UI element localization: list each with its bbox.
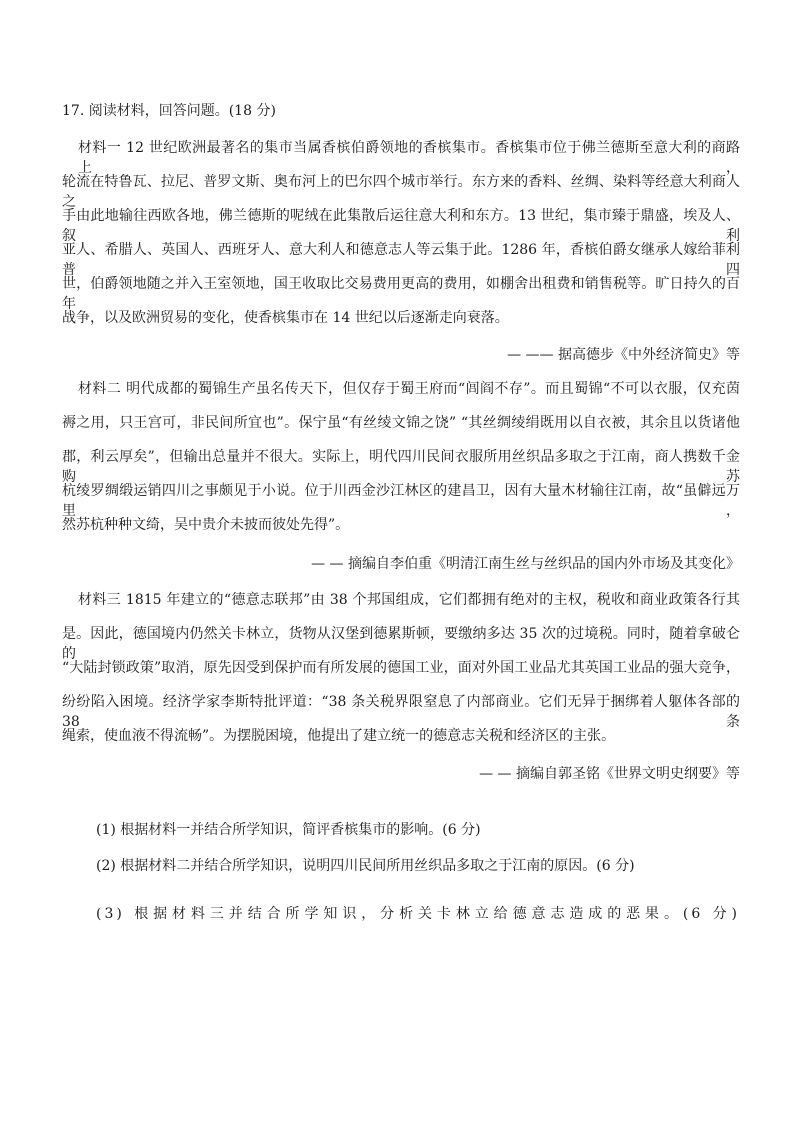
material-1-line: 战争，以及欧洲贸易的变化，使香槟集市在 14 世纪以后逐渐走向衰落。 bbox=[62, 310, 509, 326]
material-2-line: 材料二 明代成都的蜀锦生产虽名传天下，但仅存于蜀王府而“闾阎不存”。而且蜀锦“不可以衣服，仅充茵 bbox=[78, 381, 740, 397]
material-3-source: — — 摘编自郭圣铭《世界文明史纲要》等 bbox=[479, 766, 740, 782]
subquestion-3: (3) 根据材料三并结合所学知识，分析关卡林立给德意志造成的恶果。(6 分) bbox=[96, 906, 740, 922]
material-2-line: 杭绫罗绸缎运销四川之事颇见于小说。位于川西金沙江林区的建昌卫，因有大量木材输往江南，故“虽僻远万里， bbox=[62, 483, 740, 519]
material-1-line: 材料一 12 世纪欧洲最著名的集市当属香槟伯爵领地的香槟集市。香槟集市位于佛兰德斯至意大利的商路上， bbox=[78, 140, 740, 176]
material-1-line: 轮流在特鲁瓦、拉尼、普罗文斯、奥布河上的巴尔四个城市举行。东方来的香料、丝绸、染料等经意大利商人之 bbox=[62, 174, 740, 210]
material-3-line: 纷纷陷入困境。经济学家李斯特批评道：“38 条关税界限窒息了内部商业。它们无异于捆绑着人躯体各部的 38 条 bbox=[62, 694, 740, 730]
material-1-line: 亚人、希腊人、英国人、西班牙人、意大利人和德意志人等云集于此。1286 年，香槟伯爵女继承人嫁给菲利普四 bbox=[62, 242, 740, 278]
material-3-line: 材料三 1815 年建立的“德意志联邦”由 38 个邦国组成，它们都拥有绝对的主权，税收和商业政策各行其 bbox=[78, 592, 740, 608]
material-2-source: — — 摘编自李伯重《明清江南生丝与丝织品的国内外市场及其变化》 bbox=[311, 556, 740, 572]
material-3-line: 是。因此，德国境内仍然关卡林立，货物从汉堡到德累斯顿，要缴纳多达 35 次的过境税。同时，随着拿破仑的 bbox=[62, 626, 740, 662]
subquestion-2: (2) 根据材料二并结合所学知识，说明四川民间所用丝织品多取之于江南的原因。(6 分) bbox=[96, 858, 635, 874]
material-2-line: 褥之用，只王宫可，非民间所宜也”。保宁虽“有丝绫文锦之饶” “其丝绸绫绢既用以自衣被，其余且以货诸他 bbox=[62, 415, 740, 431]
material-1-source: — —— 据高德步《中外经济简史》等 bbox=[507, 347, 740, 363]
material-3-line: 绳索，使血液不得流畅”。为摆脱困境，他提出了建立统一的德意志关税和经济区的主张。 bbox=[62, 728, 616, 744]
material-1-line: 手由此地输往西欧各地，佛兰德斯的呢绒在此集散后运往意大利和东方。13 世纪，集市臻于鼎盛，埃及人、叙利 bbox=[62, 208, 740, 244]
material-3-line: “大陆封锁政策”取消，原先因受到保护而有所发展的德国工业，面对外国工业品尤其英国工业品的强大竞争， bbox=[62, 660, 740, 676]
material-2-line: 然苏杭种种文绮，吴中贵介未披而彼处先得”。 bbox=[62, 517, 350, 533]
material-1-line: 世，伯爵领地随之并入王室领地，国王收取比交易费用更高的费用，如棚舍出租费和销售税等。旷日持久的百年 bbox=[62, 276, 740, 312]
subquestion-1: (1) 根据材料一并结合所学知识，简评香槟集市的影响。(6 分) bbox=[96, 822, 481, 838]
material-2-line: 郡，利云厚矣”，但输出总量并不很大。实际上，明代四川民间衣服所用丝织品多取之于江南，商人携数千金购苏 bbox=[62, 449, 740, 485]
question-heading: 17. 阅读材料，回答问题。(18 分) bbox=[62, 103, 276, 119]
